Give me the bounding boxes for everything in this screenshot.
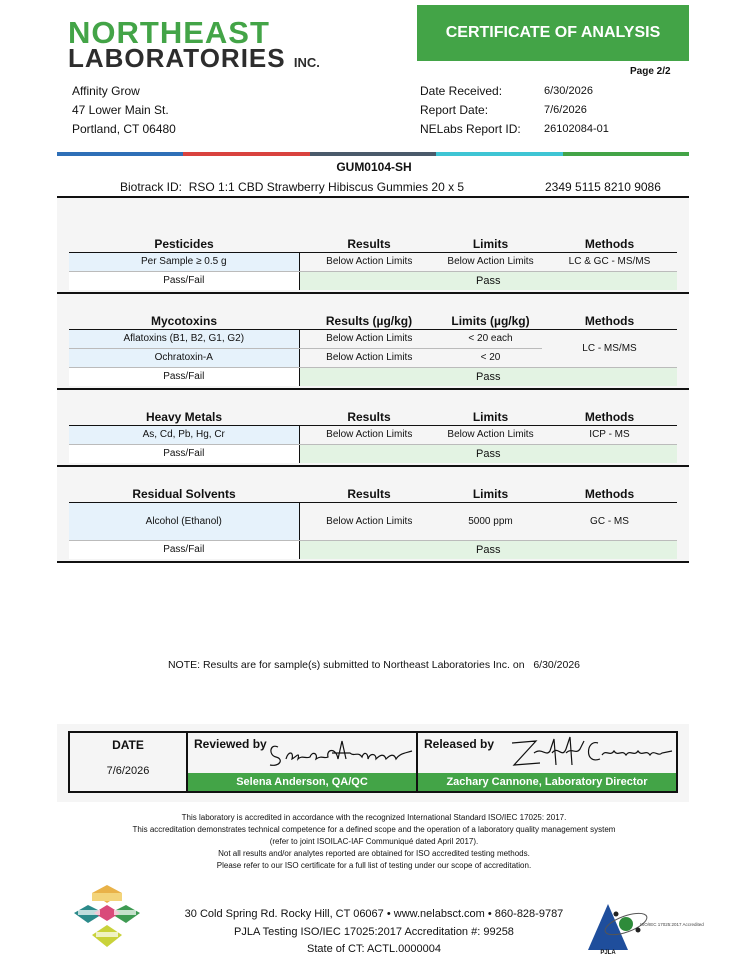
- pesticides-title: Pesticides: [69, 236, 299, 252]
- mycotoxins-title: Mycotoxins: [69, 313, 299, 329]
- sample-description: [120, 180, 464, 194]
- released-by-cell: [418, 733, 676, 791]
- page-number: Page 2/2: [630, 66, 671, 77]
- color-stripe-divider: [57, 152, 689, 156]
- residual-solvents-results-header: Results: [299, 486, 439, 502]
- stripe-segment: [183, 152, 309, 156]
- biotrack-label: Biotrack ID:: [120, 180, 183, 194]
- footer-address: 30 Cold Spring Rd. Rocky Hill, CT 06067 • www.nelabsct.com • 860-828-9787: [184, 908, 564, 920]
- signature-date-cell: [70, 733, 188, 791]
- residual-solvents-result: Below Action Limits: [299, 502, 439, 540]
- mycotoxins-passfail-label: Pass/Fail: [69, 367, 299, 386]
- residual-solvents-limits-header: Limits: [439, 486, 542, 502]
- accreditation-line: (refer to joint ISOILAC-IAF Communiqué dated April 2017).: [269, 837, 479, 846]
- client-name: Affinity Grow: [72, 84, 140, 98]
- pjla-label: PJLA: [600, 950, 616, 956]
- sample-code: GUM0104-SH: [336, 160, 412, 174]
- mycotoxins-passfail: Pass: [299, 367, 677, 386]
- company-logo-line1: NORTHEAST: [68, 15, 270, 50]
- section-divider: [57, 561, 689, 563]
- pesticides-results-header: Results: [299, 236, 439, 252]
- report-id-value: 26102084-01: [544, 123, 609, 135]
- report-meta-labels: [420, 82, 521, 139]
- mycotoxins-row2-analyte: Ochratoxin-A: [69, 348, 299, 367]
- pesticides-limits-header: Limits: [439, 236, 542, 252]
- date-received-value: 6/30/2026: [544, 85, 593, 97]
- mycotoxins-row2-limit: < 20: [439, 348, 542, 367]
- pesticides-analyte: Per Sample ≥ 0.5 g: [69, 252, 299, 271]
- pesticides-limit: Below Action Limits: [439, 252, 542, 271]
- heavy-metals-analyte: As, Cd, Pb, Hg, Cr: [69, 425, 299, 444]
- mycotoxins-row2-result: Below Action Limits: [299, 348, 439, 367]
- report-meta-values: [544, 82, 609, 139]
- mycotoxins-limits-header: Limits (µg/kg): [439, 313, 542, 329]
- released-by-label: Released by: [424, 737, 495, 751]
- report-date-label: Report Date:: [420, 103, 489, 117]
- director-name: Zachary Cannone, Laboratory Director: [418, 773, 676, 791]
- residual-solvents-methods-header: Methods: [542, 486, 677, 502]
- heavy-metals-results-header: Results: [299, 409, 439, 425]
- product-description: RSO 1:1 CBD Strawberry Hibiscus Gummies 20 x 5: [188, 180, 465, 194]
- accreditation-line: This laboratory is accredited in accordance with the recognized International Standard ISO/IEC 17025: 2017.: [181, 813, 567, 822]
- pesticides-result: Below Action Limits: [299, 252, 439, 271]
- footer-accreditation: PJLA Testing ISO/IEC 17025:2017 Accreditation #: 99258: [234, 925, 514, 938]
- reviewed-by-cell: [188, 733, 418, 791]
- section-divider: [57, 388, 689, 390]
- heavy-metals-table: [69, 409, 677, 463]
- residual-solvents-passfail: Pass: [299, 540, 677, 559]
- accreditation-statement: [0, 812, 748, 872]
- mycotoxins-methods-header: Methods: [542, 313, 677, 329]
- pesticides-table: [69, 236, 677, 290]
- report-date-value: 7/6/2026: [544, 104, 587, 116]
- reviewed-by-label: Reviewed by: [194, 737, 267, 751]
- biotrack-number: 2349 5115 8210 9086: [545, 180, 661, 194]
- client-address: [72, 82, 176, 139]
- heavy-metals-passfail-label: Pass/Fail: [69, 444, 299, 463]
- pesticides-passfail-label: Pass/Fail: [69, 271, 299, 290]
- director-signature: [506, 735, 676, 773]
- pesticides-methods-header: Methods: [542, 236, 677, 252]
- pjla-iso-text: ISO/IEC 17025:2017 Accredited: [640, 922, 704, 927]
- client-address-line1: 47 Lower Main St.: [72, 103, 169, 117]
- heavy-metals-limit: Below Action Limits: [439, 425, 542, 444]
- submission-note: [0, 659, 748, 671]
- residual-solvents-analyte: Alcohol (Ethanol): [69, 502, 299, 540]
- mycotoxins-results-header: Results (µg/kg): [299, 313, 439, 329]
- note-text: NOTE: Results are for sample(s) submitted to Northeast Laboratories Inc. on: [167, 659, 525, 671]
- mycotoxins-table: [69, 313, 677, 386]
- stripe-segment: [563, 152, 689, 156]
- accreditation-line: Please refer to our ISO certificate for a full list of testing under our scope of accreditation.: [216, 861, 532, 870]
- certificate-banner: CERTIFICATE OF ANALYSIS: [417, 5, 689, 61]
- residual-solvents-title: Residual Solvents: [69, 486, 299, 502]
- company-logo-inc: INC.: [293, 55, 320, 70]
- client-address-line2: Portland, CT 06480: [72, 122, 176, 136]
- signature-block: [68, 731, 678, 793]
- stripe-segment: [57, 152, 183, 156]
- heavy-metals-method: ICP - MS: [542, 425, 677, 444]
- residual-solvents-table: [69, 486, 677, 559]
- heavy-metals-title: Heavy Metals: [69, 409, 299, 425]
- signature-date-value: 7/6/2026: [106, 765, 150, 777]
- reviewer-name: Selena Anderson, QA/QC: [188, 773, 416, 791]
- note-date: 6/30/2026: [533, 659, 581, 671]
- residual-solvents-passfail-label: Pass/Fail: [69, 540, 299, 559]
- accreditation-line: This accreditation demonstrates technical competence for a defined scope and the operation of a laboratory quality management system: [132, 825, 616, 834]
- stripe-segment: [436, 152, 562, 156]
- heavy-metals-result: Below Action Limits: [299, 425, 439, 444]
- signature-date-label: DATE: [112, 738, 144, 752]
- pesticides-passfail: Pass: [299, 271, 677, 290]
- heavy-metals-methods-header: Methods: [542, 409, 677, 425]
- mycotoxins-method: LC - MS/MS: [542, 329, 677, 367]
- report-id-label: NELabs Report ID:: [420, 122, 521, 136]
- company-logo-line2: [68, 42, 320, 79]
- mycotoxins-row1-limit: < 20 each: [439, 329, 542, 348]
- stripe-segment: [310, 152, 436, 156]
- date-received-label: Date Received:: [420, 84, 503, 98]
- heavy-metals-passfail: Pass: [299, 444, 677, 463]
- heavy-metals-limits-header: Limits: [439, 409, 542, 425]
- mycotoxins-row1-analyte: Aflatoxins (B1, B2, G1, G2): [69, 329, 299, 348]
- footer-state-license: State of CT: ACTL.0000004: [307, 943, 441, 955]
- section-divider: [57, 292, 689, 294]
- company-logo-name: LABORATORIES: [68, 43, 286, 73]
- reviewer-signature: [266, 737, 416, 771]
- pjla-logo: [586, 900, 704, 956]
- section-divider: [57, 465, 689, 467]
- pesticides-method: LC & GC - MS/MS: [542, 252, 677, 271]
- accreditation-line: Not all results and/or analytes reported are obtained for ISO accredited testing methods.: [218, 849, 530, 858]
- residual-solvents-method: GC - MS: [542, 502, 677, 540]
- mycotoxins-row1-result: Below Action Limits: [299, 329, 439, 348]
- residual-solvents-limit: 5000 ppm: [439, 502, 542, 540]
